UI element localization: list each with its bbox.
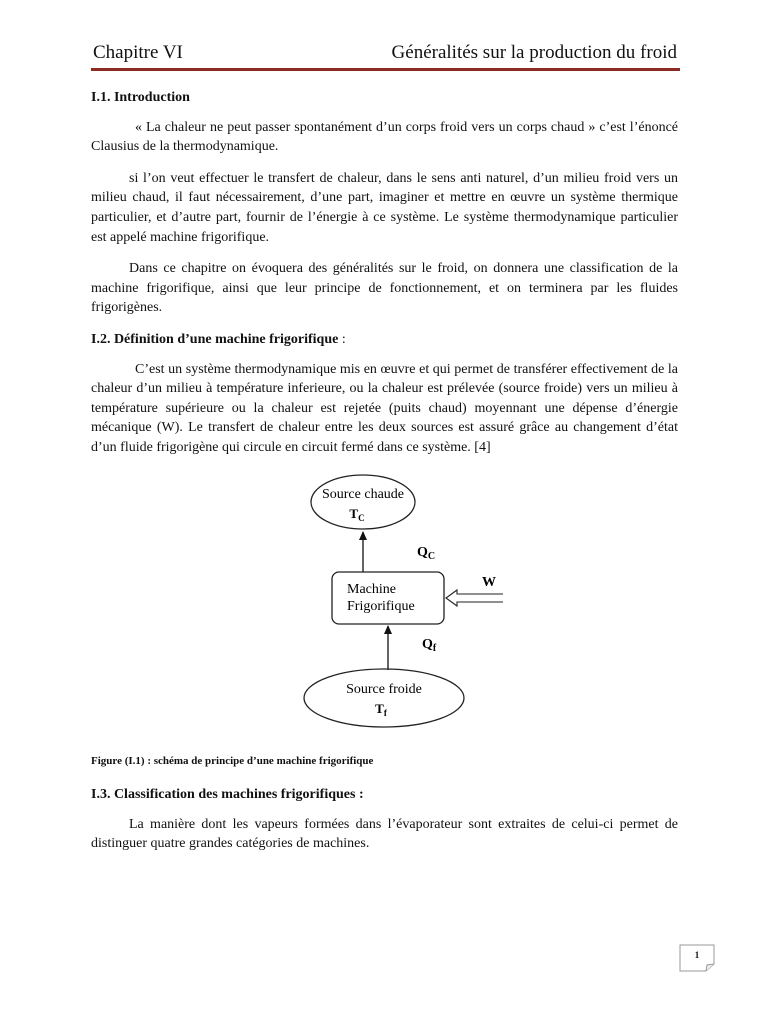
- page-number-box: [679, 944, 715, 972]
- qf-label: [422, 637, 437, 654]
- cold-temp-sub: f: [383, 707, 387, 718]
- section-heading-definition: [91, 330, 678, 350]
- page-content: [91, 88, 678, 866]
- work-label: W: [482, 574, 496, 590]
- qf-main: Q: [422, 636, 433, 652]
- hot-temp-sub: C: [358, 512, 365, 523]
- chapter-label: Chapitre VI: [93, 42, 183, 63]
- machine-label-line2: Frigorifique: [347, 598, 415, 614]
- header-rule: [91, 68, 680, 71]
- qc-label: [417, 545, 435, 562]
- paragraph-definition: C’est un système thermodynamique mis en œuvre et qui permet de transférer effectivement de la chaleur d’un milieu à température inferieure, ou la chaleur est prélevée (source froide) vers un milieu à température supérieure ou la chaleur est rejetée (puits chaud) moyennant une dépense d’énergie mécanique (W). Le transfert de chaleur entre les deux sources est assuré grâce au changement d’état d’un fluide frigorigène qui circule en circuit fermé dans ce système. [4]: [91, 361, 678, 455]
- section-heading-definition-text: I.2. Définition d’une machine frigorifique: [91, 331, 339, 347]
- diagram-svg: [91, 466, 678, 744]
- hot-temp-main: T: [349, 505, 359, 521]
- chapter-title: Généralités sur la production du froid: [391, 42, 677, 63]
- machine-box: [332, 572, 444, 624]
- cold-source-ellipse: [304, 669, 464, 727]
- qc-main: Q: [417, 544, 428, 560]
- section-heading-classification: I.3. Classification des machines frigorifiques :: [91, 787, 364, 803]
- cold-temp-main: T: [375, 700, 384, 716]
- hot-source-label: Source chaude: [321, 486, 405, 502]
- hot-temp-label: [349, 506, 364, 523]
- section-heading-definition-colon: :: [338, 331, 346, 347]
- paragraph-transfer: si l’on veut effectuer le transfert de chaleur, dans le sens anti naturel, d’un milieu froid vers un milieu chaud, il faut nécessairement, d’une part, imaginer et mettre en œuvre un système thermique particulier, et d’autre part, fournir de l’énergie à ce système. Le système thermodynamique particulier est appelé machine frigorifique.: [91, 170, 678, 245]
- figure-caption: Figure (I.1) : schéma de principe d’une machine frigorifique: [91, 754, 374, 767]
- cold-source-label: Source froide: [346, 681, 422, 697]
- machine-label-line1: Machine: [347, 581, 396, 597]
- qc-sub: C: [427, 550, 436, 562]
- paragraph-clausius-quote: « La chaleur ne peut passer spontanément d’un corps froid vers un corps chaud » c’est l’énoncé Clausius de la thermodynamique.: [91, 119, 678, 155]
- paragraph-chapter-plan: Dans ce chapitre on évoquera des généralités sur le froid, on donnera une classification de la machine frigorifique, ainsi que leur principe de fonctionnement, et on terminera par les fluides frigorigènes.: [91, 261, 678, 316]
- cold-temp-label: [375, 701, 388, 718]
- qf-sub: f: [432, 642, 437, 654]
- paragraph-classification: La manière dont les vapeurs formées dans l’évaporateur sont extraites de celui-ci permet de distinguer quatre grandes catégories de machines.: [91, 816, 678, 852]
- figure-refrigeration-diagram: [91, 466, 678, 744]
- work-arrow: [446, 590, 503, 606]
- page-header: [91, 38, 679, 70]
- section-heading-introduction: I.1. Introduction: [91, 90, 190, 105]
- page-number: 1: [694, 950, 700, 960]
